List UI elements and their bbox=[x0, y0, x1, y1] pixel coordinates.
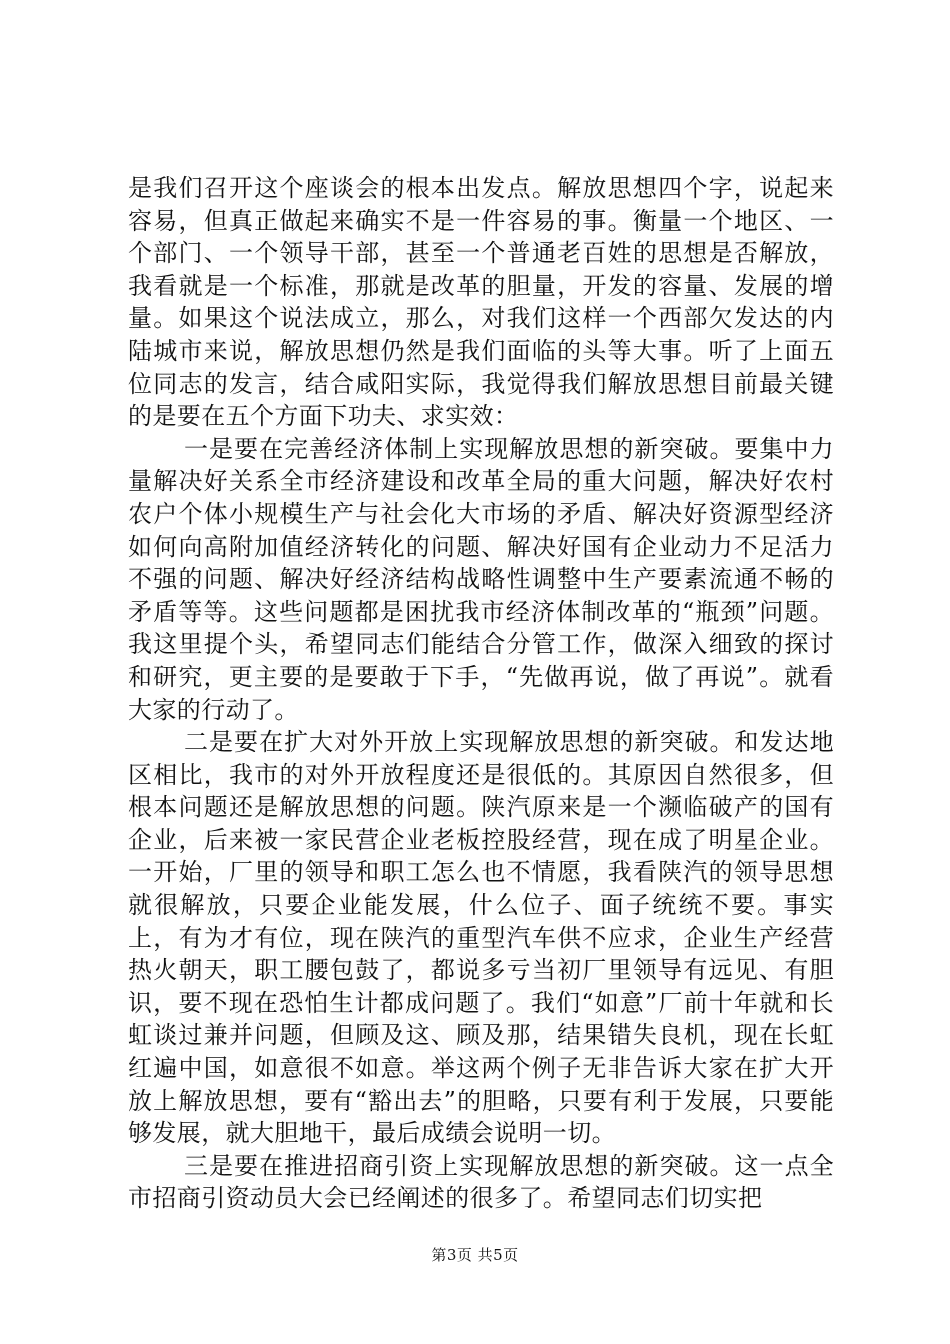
paragraph-2: 一是要在完善经济体制上实现解放思想的新突破。要集中力量解决好关系全市经济建设和改革全局的重大问题，解决好农村农户个体小规模生产与社会化大市场的矛盾、解决好资源型经济如何向高附加值经济转化的问题、解决好国有企业动力不足活力不强的问题、解决好经济结构战略性调整中生产要素流通不畅的矛盾等等。这些问题都是困扰我市经济体制改革的“瓶颈”问题。我这里提个头，希望同志们能结合分管工作，做深入细致的探讨和研究，更主要的是要敢于下手，“先做再说，做了再说”。就看大家的行动了。 bbox=[128, 434, 834, 724]
paragraph-3: 二是要在扩大对外开放上实现解放思想的新突破。和发达地区相比，我市的对外开放程度还是很低的。其原因自然很多，但根本问题还是解放思想的问题。陕汽原来是一个濒临破产的国有企业，后来被一家民营企业老板控股经营，现在成了明星企业。一开始，厂里的领导和职工怎么也不情愿，我看陕汽的领导思想就很解放，只要企业能发展，什么位子、面子统统不要。事实上，有为才有位，现在陕汽的重型汽车供不应求，企业生产经营热火朝天，职工腰包鼓了，都说多亏当初厂里领导有远见、有胆识，要不现在恐怕生计都成问题了。我们“如意”厂前十年就和长虹谈过兼并问题，但顾及这、顾及那，结果错失良机，现在长虹红遍中国，如意很不如意。举这两个例子无非告诉大家在扩大开放上解放思想，要有“豁出去”的胆略，只要有利于发展，只要能够发展，就大胆地干，最后成绩会说明一切。 bbox=[128, 728, 834, 1148]
paragraph-1: 是我们召开这个座谈会的根本出发点。解放思想四个字，说起来容易，但真正做起来确实不是一件容易的事。衡量一个地区、一个部门、一个领导干部，甚至一个普通老百姓的思想是否解放，我看就是一个标准，那就是改革的胆量，开发的容量、发展的增量。如果这个说法成立，那么，对我们这样一个西部欠发达的内陆城市来说，解放思想仍然是我们面临的头等大事。听了上面五位同志的发言，结合咸阳实际，我觉得我们解放思想目前最关键的是要在五个方面下功夫、求实效： bbox=[128, 174, 834, 431]
document-body bbox=[128, 172, 834, 1215]
paragraph-4: 三是要在推进招商引资上实现解放思想的新突破。这一点全市招商引资动员大会已经阐述的很多了。希望同志们切实把 bbox=[128, 1151, 834, 1213]
page-number-footer: 第3页 共5页 bbox=[431, 1246, 519, 1264]
